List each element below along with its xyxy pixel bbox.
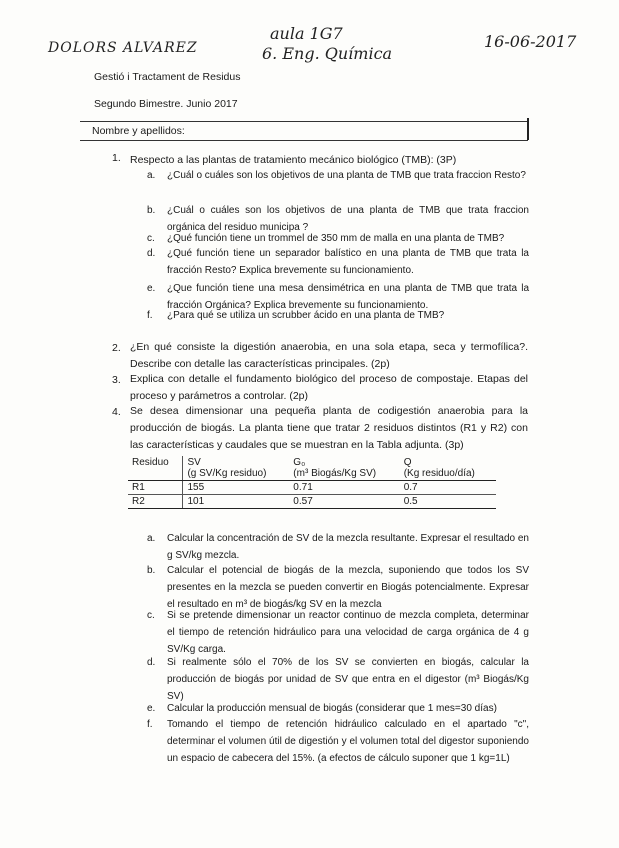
- q1-item-label: d.: [147, 248, 156, 259]
- table-cell: R1: [128, 481, 183, 495]
- q1-item-label: a.: [147, 170, 156, 181]
- table-row: [128, 495, 496, 509]
- table-cell: 101: [183, 495, 289, 509]
- name-field-label: Nombre y apellidos:: [92, 125, 185, 137]
- q1-item-label: e.: [147, 283, 156, 294]
- q4-item-text: Si se pretende dimensionar un reactor continuo de mezcla completa, determinar el tiempo de retención hidráulico para una velocidad de carga orgánica de 4 g SV/Kg carga.: [167, 610, 529, 655]
- table-header: Residuo: [128, 456, 183, 481]
- name-field-cursor-mark: [527, 118, 529, 140]
- q4-text: Se desea dimensionar una pequeña planta de codigestión anaerobia para la producción de biogás. La planta tiene que tratar 2 residuos distintos (R1 y R2) con las características y caudales que se muestran en la Tabla adjunta. (3p): [130, 405, 528, 451]
- q4-item-label: c.: [147, 610, 155, 621]
- q1-item-label: c.: [147, 233, 155, 244]
- handwritten-group: 6. Eng. Química: [262, 44, 393, 63]
- q1-item-text: ¿Para qué se utiliza un scrubber ácido en una planta de TMB?: [167, 310, 445, 321]
- q3-number: 3.: [112, 374, 121, 386]
- table-cell: 155: [183, 481, 289, 495]
- exam-term: Segundo Bimestre. Junio 2017: [94, 98, 238, 110]
- table-cell: 0.7: [400, 481, 496, 495]
- q4-item-text: Si realmente sólo el 70% de los SV se convierten en biogás, calcular la producción de biogás por unidad de SV que entra en el digestor (m³ Biogás/Kg SV): [167, 657, 529, 702]
- table-header: Q (Kg residuo/día): [400, 456, 496, 481]
- q1-item-text: ¿Qué función tiene un separador balístico en una planta de TMB que trata la fracción Resto? Explica brevemente su funcionamiento.: [167, 248, 529, 276]
- q1-text: Respecto a las plantas de tratamiento mecánico biológico (TMB): (3P): [130, 154, 457, 166]
- course-title: Gestió i Tractament de Residus: [94, 71, 241, 83]
- q4-item-text: Calcular la concentración de SV de la mezcla resultante. Expresar el resultado en g SV/kg mezcla.: [167, 533, 529, 561]
- q4-item-text: Calcular el potencial de biogás de la mezcla, suponiendo que todos los SV presentes en la mezcla se pueden convertir en Biogás potencialmente. Expresar el resultado en m³ de biogás/kg SV en la mezcla: [167, 565, 529, 610]
- table-cell: 0.71: [289, 481, 399, 495]
- q4-item-text: Calcular la producción mensual de biogás (considerar que 1 mes=30 días): [167, 703, 497, 714]
- q1-number: 1.: [112, 152, 121, 164]
- q2-number: 2.: [112, 342, 121, 354]
- table-header: SV (g SV/Kg residuo): [183, 456, 289, 481]
- q4-item-text: Tomando el tiempo de retención hidráulico calculado en el apartado "c", determinar el volumen útil de digestión y el volumen total del digestor suponiendo un espacio de cabecera del 15%. (a efectos de cálculo suponer que 1 kg=1L): [167, 719, 529, 764]
- handwritten-room: aula 1G7: [270, 24, 343, 43]
- q1-item-text: ¿Cuál o cuáles son los objetivos de una planta de TMB que trata fraccion orgánica del residuo municipa ?: [167, 205, 529, 233]
- q1-item-text: ¿Qué función tiene un trommel de 350 mm de malla en una planta de TMB?: [167, 233, 505, 244]
- table-row: [128, 481, 496, 495]
- q1-item-text: ¿Que función tiene una mesa densimétrica en una planta de TMB que trata la fracción Orgánica? Explica brevemente su funcionamiento.: [167, 283, 529, 311]
- handwritten-student-name: DOLORS ALVAREZ: [48, 40, 198, 56]
- q4-item-label: e.: [147, 703, 156, 714]
- q4-item-label: d.: [147, 657, 156, 668]
- table-cell: 0.5: [400, 495, 496, 509]
- q4-item-label: b.: [147, 565, 156, 576]
- handwritten-date: 16-06-2017: [484, 32, 577, 51]
- q2-text: ¿En qué consiste la digestión anaerobia, en una sola etapa, seca y termofílica?. Describe con detalle las características principales. (2p): [130, 341, 528, 370]
- data-table: [128, 456, 496, 509]
- q1-item-label: f.: [147, 310, 153, 321]
- q3-text: Explica con detalle el fundamento biológico del proceso de compostaje. Etapas del proceso y parámetros a controlar. (2p): [130, 373, 528, 402]
- q1-item-text: ¿Cuál o cuáles son los objetivos de una planta de TMB que trata fraccion Resto?: [167, 170, 526, 181]
- table-cell: R2: [128, 495, 183, 509]
- q4-item-label: a.: [147, 533, 156, 544]
- q4-item-label: f.: [147, 719, 153, 730]
- table-cell: 0.57: [289, 495, 399, 509]
- q1-item-label: b.: [147, 205, 156, 216]
- table-header: G₀ (m³ Biogás/Kg SV): [289, 456, 399, 481]
- q4-number: 4.: [112, 406, 121, 418]
